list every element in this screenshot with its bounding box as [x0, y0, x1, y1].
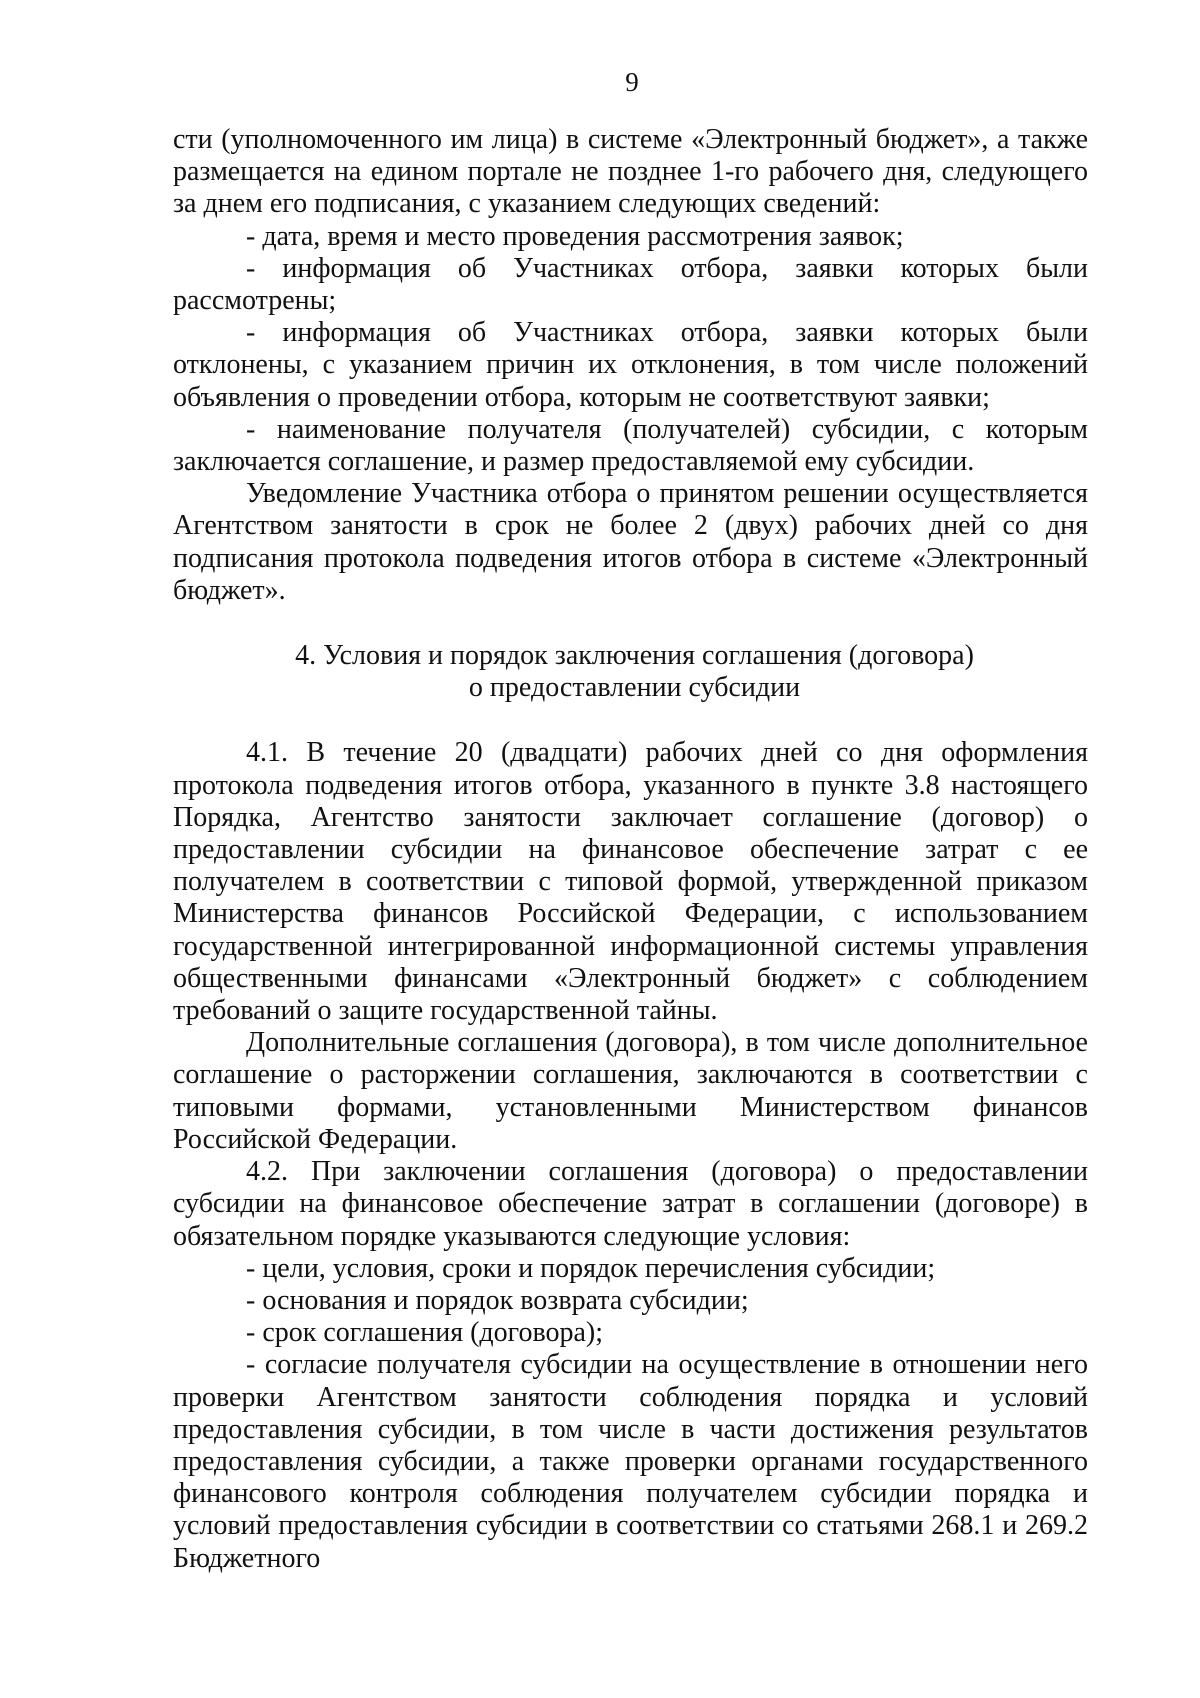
page-content	[173, 124, 1088, 1575]
list-item: - основания и порядок возврата субсидии;	[246, 1284, 749, 1316]
list-item: - срок соглашения (договора);	[246, 1317, 603, 1349]
section-heading-line-2: о предоставлении субсидии	[468, 672, 801, 704]
section-heading-line-1: 4. Условия и порядок заключения соглашения (договора)	[295, 640, 974, 672]
list-item: - согласие получателя субсидии на осуществление в отношении него проверки Агентством занятости соблюдения порядка и условий предоставления субсидии, в том числе в части достижения результатов предоставления субсидии, а также проверки органами государственного финансового контроля соблюдения получателем субсидии порядка и условий предоставления субсидии в соответствии со статьями 268.1 и 269.2 Бюджетного	[173, 1349, 1088, 1574]
notification-paragraph: Уведомление Участника отбора о принятом решении осуществляется Агентством занятости в срок не более 2 (двух) рабочих дней со дня подписания протокола подведения итогов отбора в системе «Электронный бюджет».	[173, 478, 1088, 606]
page-number: 9	[625, 67, 639, 97]
list-item: - наименование получателя (получателей) субсидии, с которым заключается соглашение, и размер предоставляемой ему субсидии.	[173, 413, 1088, 478]
clause-4-2: 4.2. При заключении соглашения (договора) о предоставлении субсидии на финансовое обеспечение затрат в соглашении (договоре) в обязательном порядке указываются следующие условия:	[173, 1156, 1088, 1252]
section-heading	[173, 640, 1088, 704]
list-item: - дата, время и место проведения рассмотрения заявок;	[246, 220, 904, 252]
clause-4-1-additional: Дополнительные соглашения (договора), в том числе дополнительное соглашение о расторжении соглашения, заключаются в соответствии с типовыми формами, установленными Министерством финансов Российской Федерации.	[173, 1027, 1088, 1155]
list-item: - информация об Участниках отбора, заявки которых были отклонены, с указанием причин их отклонения, в том числе положений объявления о проведении отбора, которым не соответствуют заявки;	[173, 317, 1088, 413]
intro-paragraph: сти (уполномоченного им лица) в системе «Электронный бюджет», а также размещается на едином портале не позднее 1-го рабочего дня, следующего за днем его подписания, с указанием следующих сведений:	[173, 124, 1088, 220]
list-item: - информация об Участниках отбора, заявки которых были рассмотрены;	[173, 252, 1088, 317]
list-item: - цели, условия, сроки и порядок перечисления субсидии;	[246, 1252, 936, 1284]
clause-4-1: 4.1. В течение 20 (двадцати) рабочих дней со дня оформления протокола подведения итогов отбора, указанного в пункте 3.8 настоящего Порядка, Агентство занятости заключает соглашение (договор) о предоставлении субсидии на финансовое обеспечение затрат с ее получателем в соответствии с типовой формой, утвержденной приказом Министерства финансов Российской Федерации, с использованием государственной интегрированной информационной системы управления общественными финансами «Электронный бюджет» с соблюдением требований о защите государственной тайны.	[173, 737, 1088, 1027]
